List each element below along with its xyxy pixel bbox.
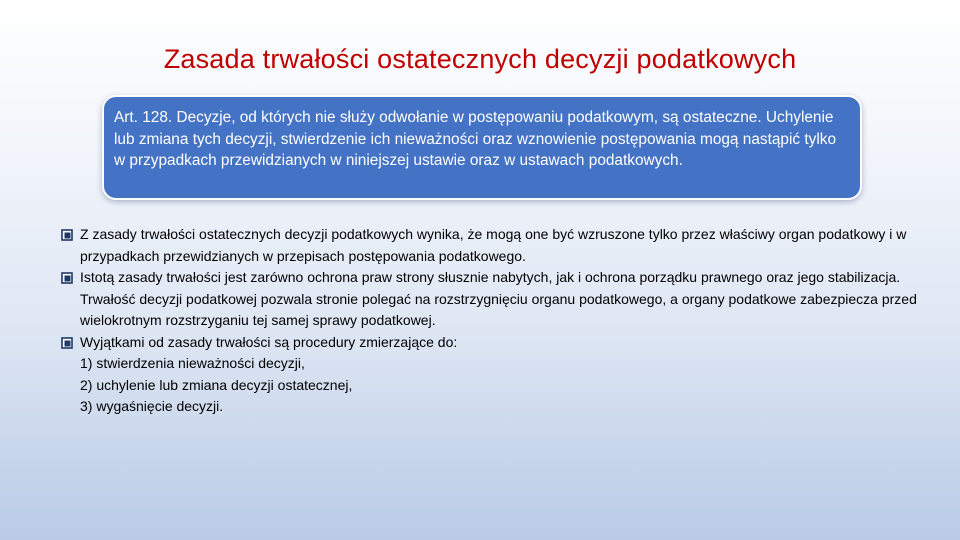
bullet-list	[60, 224, 930, 418]
bullet-item	[60, 267, 930, 332]
exception-item: 1) stwierdzenia nieważności decyzji,	[80, 355, 305, 371]
exception-item: 3) wygaśnięcie decyzji.	[80, 398, 224, 414]
exception-item: 2) uchylenie lub zmiana decyzji ostatecznej,	[80, 376, 353, 393]
checkbox-bullet-icon	[61, 229, 73, 241]
slide-title: Zasada trwałości ostatecznych decyzji podatkowych	[163, 44, 797, 74]
bullet-item	[60, 224, 930, 267]
exceptions-list	[80, 353, 930, 418]
article-box	[102, 95, 862, 200]
article-text: Art. 128. Decyzje, od których nie służy odwołanie w postępowaniu podatkowym, są ostateczne. Uchylenie lub zmiana tych decyzji, stwierdzenie ich nieważności oraz wznowienie postępowania mogą nastąpić tylko w przypadkach przewidzianych w niniejszej ustawie oraz w ustawach podatkowych.	[114, 109, 837, 169]
bullet-item	[60, 332, 930, 418]
bullet-text: Istotą zasady trwałości jest zarówno ochrona praw strony słusznie nabytych, jak i ochrona porządku prawnego oraz jego stabilizacja. Trwałość decyzji podatkowej pozwala stronie polegać na rozstrzygnięciu organu podatkowego, a organy podatkowe zabezpiecza przed wielokrotnym rozstrzyganiu tej samej sprawy podatkowej.	[80, 269, 917, 328]
bullet-text: Wyjątkami od zasady trwałości są procedury zmierzające do:	[80, 333, 458, 350]
checkbox-bullet-icon	[61, 337, 73, 349]
bullet-text: Z zasady trwałości ostatecznych decyzji podatkowych wynika, że mogą one być wzruszone tylko przez właściwy organ podatkowy i w przypadkach przewidzianych w przepisach postępowania podatkowego.	[80, 226, 907, 264]
checkbox-bullet-icon	[61, 272, 73, 284]
